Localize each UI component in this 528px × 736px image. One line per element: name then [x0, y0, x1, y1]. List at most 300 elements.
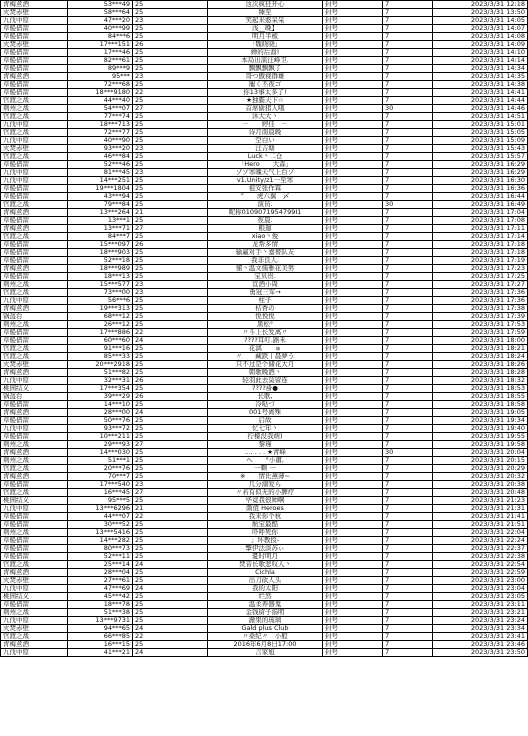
cell-account: 19***313 — [68, 305, 133, 313]
cell-name: 烂然 — [208, 593, 323, 601]
cell-account: 70***7 — [68, 473, 133, 481]
cell-time: 2023/3/31 21:51 — [433, 521, 528, 529]
cell-days: 7 — [383, 609, 433, 617]
cell-account: 50***76 — [68, 417, 133, 425]
cell-days: 7 — [383, 617, 433, 625]
cell-account: 51***38 — [68, 609, 133, 617]
cell-account: 54***07 — [68, 105, 133, 113]
cell-level: 25 — [133, 121, 208, 129]
cell-time: 2023/3/31 23:05 — [433, 593, 528, 601]
cell-level: 23 — [133, 73, 208, 81]
cell-account: 10***211 — [68, 433, 133, 441]
cell-time: 2023/3/31 21:31 — [433, 505, 528, 513]
cell-server: 官渡之战 — [1, 113, 68, 121]
cell-name: 冷哒づ — [208, 401, 323, 409]
cell-server: 草船借箭 — [1, 217, 68, 225]
cell-account: 18***78 — [68, 601, 133, 609]
cell-time: 2023/3/31 17:19 — [433, 257, 528, 265]
cell-time: 2023/3/31 17:08 — [433, 217, 528, 225]
cell-account: 47***69 — [68, 585, 133, 593]
cell-name: 懂丶温文儒雅花美男 — [208, 265, 323, 273]
cell-level: 25 — [133, 601, 208, 609]
cell-status: 封号 — [323, 353, 383, 361]
cell-time: 2023/3/31 14:14 — [433, 57, 528, 65]
cell-level: 25 — [133, 25, 208, 33]
cell-days: 7 — [383, 553, 433, 561]
cell-status: 封号 — [323, 281, 383, 289]
cell-time: 2023/3/31 20:38 — [433, 481, 528, 489]
cell-days: 7 — [383, 537, 433, 545]
cell-status: 封号 — [323, 257, 383, 265]
cell-level: 25 — [133, 49, 208, 57]
cell-server: 草船借箭 — [1, 65, 68, 73]
cell-time: 2023/3/31 18:32 — [433, 377, 528, 385]
cell-server: 草船借箭 — [1, 241, 68, 249]
cell-name: 浅__晚】 — [208, 25, 323, 33]
cell-name: 诗月南晨晚 — [208, 129, 323, 137]
cell-status: 封号 — [323, 585, 383, 593]
cell-days: 7 — [383, 505, 433, 513]
cell-name: 粮迦 — [208, 225, 323, 233]
cell-days: 7 — [383, 241, 433, 249]
cell-level: 25 — [133, 521, 208, 529]
cell-time: 2023/3/31 16:30 — [433, 177, 528, 185]
cell-days: 7 — [383, 121, 433, 129]
cell-name: 明月半梳 — [208, 33, 323, 41]
cell-level: 27 — [133, 441, 208, 449]
cell-status: 封号 — [323, 169, 383, 177]
cell-level: 24 — [133, 649, 208, 657]
cell-level: 26 — [133, 377, 208, 385]
cell-status: 封号 — [323, 17, 383, 25]
cell-time: 2023/3/31 16:29 — [433, 161, 528, 169]
cell-level: 24 — [133, 337, 208, 345]
cell-time: 2023/3/31 21:41 — [433, 513, 528, 521]
cell-level: 25 — [133, 401, 208, 409]
cell-status: 封号 — [323, 433, 383, 441]
cell-days: 7 — [383, 345, 433, 353]
cell-account: 94***65 — [68, 625, 133, 633]
cell-status: 封号 — [323, 321, 383, 329]
cell-status: 封号 — [323, 73, 383, 81]
cell-status: 封号 — [323, 49, 383, 57]
cell-status: 封号 — [323, 505, 383, 513]
cell-level: 25 — [133, 81, 208, 89]
cell-server: 官渡之战 — [1, 129, 68, 137]
cell-account: 14***282 — [68, 537, 133, 545]
cell-days: 7 — [383, 585, 433, 593]
cell-status: 封号 — [323, 137, 383, 145]
cell-server: 九伐中原 — [1, 137, 68, 145]
cell-days: 7 — [383, 601, 433, 609]
cell-level: 25 — [133, 361, 208, 369]
cell-days: 7 — [383, 433, 433, 441]
cell-server: 九伐中原 — [1, 17, 68, 25]
cell-server: 青梅煮酒 — [1, 369, 68, 377]
cell-status: 封号 — [323, 345, 383, 353]
cell-time: 2023/3/31 15:05 — [433, 129, 528, 137]
cell-name: へ °小肅, — [208, 457, 323, 465]
cell-level: 25 — [133, 529, 208, 537]
cell-days: 7 — [383, 225, 433, 233]
cell-name: 启故 — [208, 417, 323, 425]
cell-time: 2023/3/31 17:27 — [433, 281, 528, 289]
cell-time: 2023/3/31 20:04 — [433, 449, 528, 457]
cell-status: 封号 — [323, 313, 383, 321]
cell-status: 封号 — [323, 473, 383, 481]
cell-level: 27 — [133, 105, 208, 113]
cell-account: 41***21 — [68, 649, 133, 657]
cell-level: 25 — [133, 385, 208, 393]
cell-account: 19***1804 — [68, 185, 133, 193]
cell-name: 言家旭 — [208, 649, 323, 657]
cell-level: 24 — [133, 561, 208, 569]
cell-account: 79***84 — [68, 201, 133, 209]
cell-time: 2023/3/31 23:24 — [433, 617, 528, 625]
cell-name: 首席偷猪人哦 — [208, 105, 323, 113]
cell-account: 18***9180 — [68, 89, 133, 97]
cell-days: 7 — [383, 185, 433, 193]
cell-server: 青梅煮酒 — [1, 265, 68, 273]
cell-time: 2023/3/31 14:46 — [433, 105, 528, 113]
cell-name: 婵的后裔! — [208, 49, 323, 57]
cell-days: 7 — [383, 17, 433, 25]
cell-server: 锅盔台 — [1, 393, 68, 401]
cell-level: 25 — [133, 577, 208, 585]
cell-days: 7 — [383, 49, 433, 57]
cell-account: 39***29 — [68, 393, 133, 401]
cell-level: 25 — [133, 313, 208, 321]
cell-status: 封号 — [323, 465, 383, 473]
cell-level: 23 — [133, 481, 208, 489]
cell-status: 封号 — [323, 249, 383, 257]
cell-server: 草船借箭 — [1, 521, 68, 529]
cell-status: 封号 — [323, 193, 383, 201]
cell-name: 演员. — [208, 201, 323, 209]
cell-days: 7 — [383, 89, 433, 97]
table-row — [1, 649, 528, 657]
cell-name: Luck丶二仓 — [208, 153, 323, 161]
cell-time: 2023/3/31 23:04 — [433, 585, 528, 593]
cell-server: 火焚赤壁 — [1, 625, 68, 633]
cell-days: 7 — [383, 265, 433, 273]
cell-time: 2023/3/31 17:11 — [433, 225, 528, 233]
cell-level: 25 — [133, 137, 208, 145]
cell-time: 2023/3/31 14:07 — [433, 25, 528, 33]
cell-server: 九伐中原 — [1, 177, 68, 185]
cell-days: 7 — [383, 289, 433, 297]
cell-server: 九伐中原 — [1, 425, 68, 433]
cell-level: 26 — [133, 41, 208, 49]
cell-time: 2023/3/31 18:58 — [433, 401, 528, 409]
cell-level: 25 — [133, 201, 208, 209]
cell-account: 44***07 — [68, 513, 133, 521]
cell-account: 93***72 — [68, 425, 133, 433]
cell-status: 封号 — [323, 617, 383, 625]
cell-days: 7 — [383, 249, 433, 257]
cell-days: 7 — [383, 497, 433, 505]
cell-server: 草船借箭 — [1, 545, 68, 553]
cell-server: 锅盔台 — [1, 313, 68, 321]
cell-status: 封号 — [323, 593, 383, 601]
cell-server: 九伐中原 — [1, 505, 68, 513]
cell-server: 官渡之战 — [1, 489, 68, 497]
cell-status: 封号 — [323, 297, 383, 305]
cell-server: 青梅煮酒 — [1, 305, 68, 313]
cell-status: 封号 — [323, 409, 383, 417]
cell-name: 笑起来憨呆呆 — [208, 17, 323, 25]
cell-name: 几分溺爱ら — [208, 481, 323, 489]
cell-days: 7 — [383, 313, 433, 321]
cell-time: 2023/3/31 14:35 — [433, 73, 528, 81]
cell-days: 7 — [383, 473, 433, 481]
cell-server: 官渡之战 — [1, 97, 68, 105]
cell-account: 15***577 — [68, 281, 133, 289]
cell-level: 25 — [133, 417, 208, 425]
cell-level: 22 — [133, 633, 208, 641]
cell-level: 25 — [133, 249, 208, 257]
cell-account: 29***93 — [68, 441, 133, 449]
cell-days: 7 — [383, 297, 433, 305]
cell-level: 25 — [133, 465, 208, 473]
cell-time: 2023/3/31 18:21 — [433, 345, 528, 353]
cell-status: 封号 — [323, 625, 383, 633]
cell-status: 封号 — [323, 89, 383, 97]
cell-account: 15***097 — [68, 241, 133, 249]
cell-level: 25 — [133, 65, 208, 73]
cell-status: 封号 — [323, 9, 383, 17]
cell-name: 夜晨. — [208, 217, 323, 225]
cell-account: 13***71 — [68, 225, 133, 233]
cell-level: 25 — [133, 473, 208, 481]
cell-account: 60***60 — [68, 337, 133, 345]
cell-account: 28***00 — [68, 409, 133, 417]
cell-server: 桃园结义 — [1, 497, 68, 505]
cell-status: 封号 — [323, 81, 383, 89]
cell-time: 2023/3/31 14:34 — [433, 65, 528, 73]
cell-days: 7 — [383, 329, 433, 337]
cell-server: 草船借箭 — [1, 329, 68, 337]
cell-status: 封号 — [323, 225, 383, 233]
cell-server: 官渡之战 — [1, 289, 68, 297]
cell-status: 封号 — [323, 121, 383, 129]
cell-name: 沐大大丶 — [208, 113, 323, 121]
cell-name: Gald plus Club — [208, 625, 323, 633]
cell-status: 封号 — [323, 185, 383, 193]
cell-status: 封号 — [323, 609, 383, 617]
cell-time: 2023/3/31 15:01 — [433, 121, 528, 129]
cell-status: 封号 — [323, 441, 383, 449]
cell-status: 封号 — [323, 561, 383, 569]
cell-time: 2023/3/31 14:44 — [433, 97, 528, 105]
cell-account: 18***713 — [68, 121, 133, 129]
cell-time: 2023/3/31 19:05 — [433, 409, 528, 417]
cell-level: 25 — [133, 609, 208, 617]
cell-days: 7 — [383, 641, 433, 649]
cell-status: 封号 — [323, 361, 383, 369]
cell-name: v1.Unity/z1一至寒 — [208, 177, 323, 185]
cell-name: 一颗 一 — [208, 465, 323, 473]
cell-server: 火焚赤壁 — [1, 361, 68, 369]
cell-status: 封号 — [323, 385, 383, 393]
cell-level: 25 — [133, 233, 208, 241]
cell-server: 桃园结义 — [1, 385, 68, 393]
cell-account: 95*** — [68, 73, 133, 81]
cell-status: 封号 — [323, 601, 383, 609]
cell-time: 2023/3/31 23:34 — [433, 625, 528, 633]
cell-server: 草船借箭 — [1, 33, 68, 41]
cell-name: 勇冠三军→ — [208, 289, 323, 297]
cell-time: 2023/3/31 23:41 — [433, 633, 528, 641]
cell-server: 草船借箭 — [1, 601, 68, 609]
cell-name: 轻羽此去莫留连 — [208, 377, 323, 385]
cell-days: 7 — [383, 81, 433, 89]
cell-days: 7 — [383, 169, 433, 177]
cell-name: 空白い — [208, 137, 323, 145]
cell-server: 青梅煮酒 — [1, 225, 68, 233]
cell-time: 2023/3/31 23:00 — [433, 577, 528, 585]
cell-status: 封号 — [323, 497, 383, 505]
cell-server: 火焚赤壁 — [1, 577, 68, 585]
cell-name: 黎瑾 — [208, 441, 323, 449]
cell-status: 封号 — [323, 97, 383, 105]
cell-days: 7 — [383, 177, 433, 185]
cell-account: 13***6296 — [68, 505, 133, 513]
cell-days: 7 — [383, 377, 433, 385]
cell-time: 2023/3/31 19:34 — [433, 417, 528, 425]
cell-account: 17***540 — [68, 481, 133, 489]
cell-time: 2023/3/31 16:44 — [433, 193, 528, 201]
cell-level: 25 — [133, 297, 208, 305]
cell-time: 2023/3/31 22:38 — [433, 553, 528, 561]
cell-status: 封号 — [323, 241, 383, 249]
cell-account: 20***2918 — [68, 361, 133, 369]
cell-name: 祖安张作霖 — [208, 185, 323, 193]
cell-time: 2023/3/31 18:53 — [433, 385, 528, 393]
cell-time: 2023/3/31 17:36 — [433, 297, 528, 305]
cell-server: 官渡之战 — [1, 465, 68, 473]
cell-server: 草船借箭 — [1, 433, 68, 441]
cell-name: 柱子 — [208, 297, 323, 305]
cell-level: 25 — [133, 497, 208, 505]
cell-time: 2023/3/31 15:57 — [433, 153, 528, 161]
cell-name: 只不过是个储花大月 — [208, 361, 323, 369]
cell-level: 25 — [133, 545, 208, 553]
cell-name: 擎伊法淡苏ぃ — [208, 545, 323, 553]
cell-level: 25 — [133, 641, 208, 649]
cell-name: 」坏教授- — [208, 537, 323, 545]
cell-level: 23 — [133, 17, 208, 25]
cell-time: 2023/3/31 15:43 — [433, 145, 528, 153]
cell-name: 我非良人. — [208, 257, 323, 265]
cell-time: 2023/3/31 14:51 — [433, 113, 528, 121]
cell-days: 30 — [383, 201, 433, 209]
cell-server: 青梅煮酒 — [1, 569, 68, 577]
cell-account: 40***90 — [68, 137, 133, 145]
cell-status: 封号 — [323, 201, 383, 209]
cell-status: 封号 — [323, 521, 383, 529]
cell-account: 56***6 — [68, 297, 133, 305]
cell-server: 青梅煮酒 — [1, 209, 68, 217]
cell-name: ????耳叮.路禾 — [208, 337, 323, 345]
cell-level: 25 — [133, 345, 208, 353]
cell-days: 7 — [383, 25, 433, 33]
cell-account: 17***354 — [68, 385, 133, 393]
cell-time: 2023/3/31 18:55 — [433, 393, 528, 401]
cell-name: 澈果的琉璃 — [208, 617, 323, 625]
cell-status: 封号 — [323, 113, 383, 121]
cell-level: 25 — [133, 617, 208, 625]
cell-status: 封号 — [323, 153, 383, 161]
cell-level: 26 — [133, 241, 208, 249]
cell-time: 2023/3/31 18:00 — [433, 337, 528, 345]
cell-account: 17***46 — [68, 49, 133, 57]
cell-level: 25 — [133, 353, 208, 361]
cell-server: 草船借箭 — [1, 401, 68, 409]
cell-level: 25 — [133, 177, 208, 185]
cell-status: 封号 — [323, 129, 383, 137]
cell-name: 金钱留子指明 — [208, 609, 323, 617]
cell-days: 7 — [383, 41, 433, 49]
cell-level: 25 — [133, 257, 208, 265]
cell-days: 7 — [383, 561, 433, 569]
cell-status: 封号 — [323, 417, 383, 425]
cell-server: 草船借箭 — [1, 481, 68, 489]
cell-level: 25 — [133, 1, 208, 9]
cell-name: 寵く丕夜ゴ — [208, 81, 323, 89]
cell-time: 2023/3/31 12:18 — [433, 1, 528, 9]
cell-server: 草船借箭 — [1, 89, 68, 97]
cell-server: 青梅煮酒 — [1, 473, 68, 481]
cell-name: 这次疯狂开心 — [208, 1, 323, 9]
cell-time: 2023/3/31 18:24 — [433, 353, 528, 361]
cell-status: 封号 — [323, 273, 383, 281]
cell-level: 27 — [133, 225, 208, 233]
cell-server: 桃园结义 — [1, 593, 68, 601]
cell-status: 封号 — [323, 57, 383, 65]
cell-time: 2023/3/31 14:09 — [433, 41, 528, 49]
cell-level: 22 — [133, 513, 208, 521]
cell-time: 2023/3/31 18:26 — [433, 361, 528, 369]
cell-level: 27 — [133, 489, 208, 497]
cell-name: 长歌, — [208, 393, 323, 401]
cell-account: 73***00 — [68, 289, 133, 297]
cell-server: 荆州之战 — [1, 529, 68, 537]
cell-level: 22 — [133, 89, 208, 97]
cell-status: 封号 — [323, 401, 383, 409]
cell-account: 43***94 — [68, 193, 133, 201]
cell-time: 2023/3/31 16:49 — [433, 201, 528, 209]
cell-account: 58***64 — [68, 9, 133, 17]
cell-status: 封号 — [323, 633, 383, 641]
cell-status: 封号 — [323, 393, 383, 401]
cell-account: 14***030 — [68, 449, 133, 457]
cell-server: 青梅煮酒 — [1, 1, 68, 9]
cell-server: 草船借箭 — [1, 337, 68, 345]
cell-server: 草船借箭 — [1, 25, 68, 33]
cell-account: 17***886 — [68, 329, 133, 337]
cell-time: 2023/3/31 17:18 — [433, 241, 528, 249]
cell-name: 你13事太多了! — [208, 89, 323, 97]
cell-status: 封号 — [323, 329, 383, 337]
cell-days: 7 — [383, 113, 433, 121]
cell-level: 25 — [133, 33, 208, 41]
cell-server: 青梅煮酒 — [1, 409, 68, 417]
cell-status: 封号 — [323, 545, 383, 553]
cell-status: 封号 — [323, 641, 383, 649]
cell-status: 封号 — [323, 65, 383, 73]
cell-time: 2023/3/31 17:53 — [433, 321, 528, 329]
